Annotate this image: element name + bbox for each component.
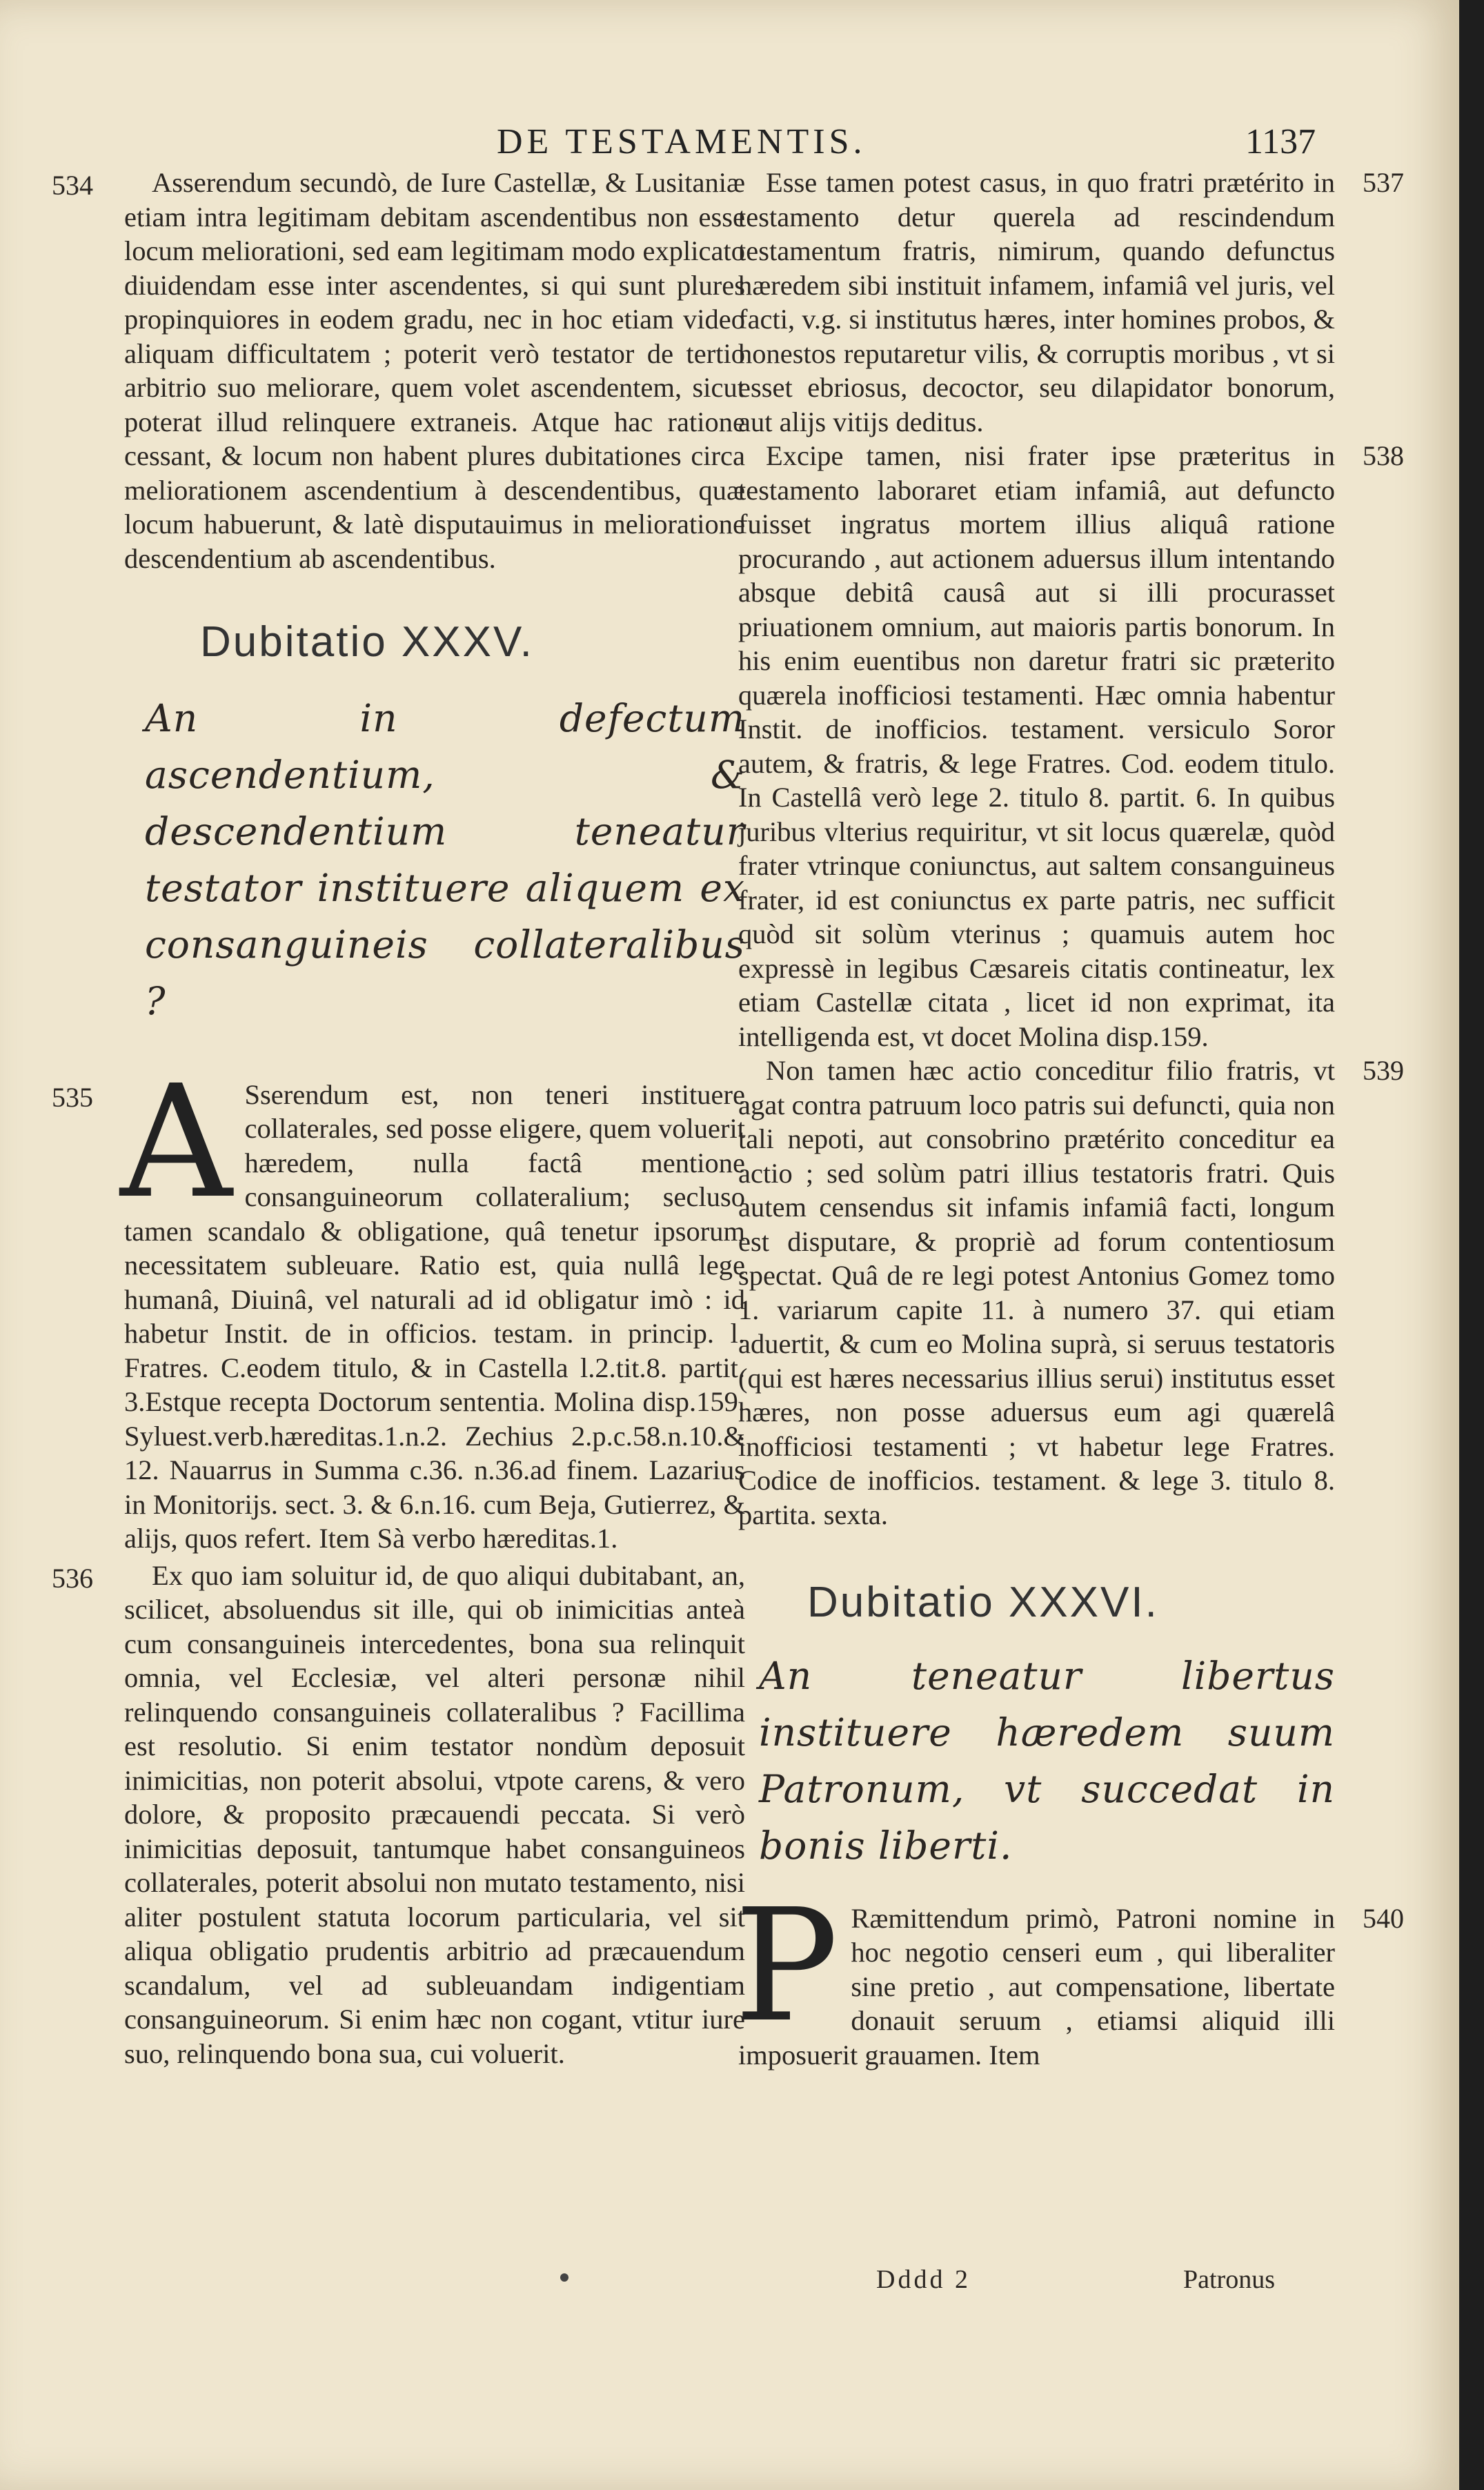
margin-number: 540 — [1363, 1902, 1404, 1934]
paragraph-538 — [738, 439, 1404, 1054]
margin-number: 536 — [52, 1562, 93, 1594]
margin-number: 538 — [1363, 440, 1404, 471]
paragraph-text: Ex quo iam soluitur id, de quo aliqui dubitabant, an, scilicet, absoluendus sit ille, qui ob inimicitias anteà cum consanguineis intercedentes, bona sua relinquit omnia, vel Ecclesiæ, vel alteri personæ nihil relinquendo consanguineis collateralibus ? Facillima est resolutio. Si enim testator nondùm deposuit inimicitias, non poterit absolui, vtpote carens, & vero dolore, & proposito præcauendi peccata. Si verò inimicitias deposuit, tantumque habet consanguineos collaterales, poterit absolui non mutato testamento, nisi aliter postulent statuta locorum particularia, vel sit aliqua obligatio prudentis arbitrio ad præcauendum scandalum, vel ad subleuandam indigentiam consanguineorum. Si enim hæc non cogant, vtitur iure suo, relinquendo bona sua, cui voluerit. — [124, 1559, 745, 2069]
paragraph-540 — [734, 1875, 1404, 2073]
paragraph-text: Excipe tamen, nisi frater ipse præteritus in testamento laboraret etiam infamiâ, aut defuncto fuisset ingratus mortem illius aliquâ ratione procurando , aut actionem aduersus illum intentando absque debitâ causâ aut si illi procurasset priuationem omnium, aut maioris partis bonorum. In his enim euentibus non daretur fratri sic præterito quærela inofficiosi testamenti. Hæc omnia habentur Instit. de inofficios. testament. versiculo Soror autem, & fratris, & lege Fratres. Cod. eodem titulo. In Castellâ verò lege 2. titulo 8. partit. 6. In quibus juribus vlterius requiritur, vt sit locus quærelæ, quòd frater vtrinque coniunctus, aut saltem consanguineus frater, id est coniunctus ex parte patris, nec sufficit quòd sit solùm vterinus ; quamuis autem hoc expressè in legibus Cæsareis citatis contineatur, lex etiam Castellæ citata , licet id non exprimat, ita intelligenda est, vt docet Molina disp.159. — [738, 440, 1335, 1052]
page-edge-shadow — [1459, 0, 1484, 2490]
paragraph-536 — [52, 1559, 745, 2071]
section-heading: Dubitatio XXXVI. — [807, 1579, 1159, 1626]
section-heading: Dubitatio XXXV. — [200, 618, 534, 666]
drop-cap: P — [734, 1875, 839, 2057]
paragraph-text: Asserendum secundò, de Iure Castellæ, & Lusitaniæ etiam intra legitimam debitam ascendentibus non esse locum meliorationi, sed eam legitimam modo explicato diuidendam esse inter ascendentes, si qui sunt plures propinquiores in eodem gradu, nec in hoc etiam video aliquam difficultatem ; poterit verò testator de tertio arbitrio suo meliorare, quem volet ascendentem, sicut poterat illud relinquere extraneis. Atque hac ratione cessant, & locum non habent plures dubitationes circa meliorationem ascendentium à descendentibus, quæ locum habuerunt, & latè disputauimus in melioratione descendentium ab ascendentibus. — [124, 167, 745, 574]
right-column — [734, 166, 1404, 2072]
paragraph-text: Esse tamen potest casus, in quo fratri prætérito in testamento detur querela ad rescindendum testamentum fratris, nimirum, quando defunctus hæredem sibi instituit infamem, infamiâ vel juris, vel facti, v.g. si institutus hæres, inter homines probos, & honestos reputaretur vilis, & corruptis moribus , vt si esset ebriosus, decoctor, seu dilapidator bonorum, aut alijs vitijs deditus. — [738, 167, 1335, 437]
signature-mark: Dddd 2 — [876, 2265, 971, 2294]
section-question: An teneatur libertus instituere hæredem suum Patronum, vt succedat in bonis liberti. — [759, 1653, 1335, 1868]
margin-number: 534 — [52, 170, 93, 201]
paragraph-text: Non tamen hæc actio conceditur filio fratris, vt agat contra patruum loco patris sui defuncti, quia non tali nepoti, aut consobrino prætérito conceditur ea actio ; sed solùm patri illius testatoris fratri. Quis autem censendus sit infamis infamiâ facti, longum est disputare, & propriè ad forum contentiosum spectat. Quâ de re legi potest Antonius Gomez tomo 1. variarum capite 11. à numero 37. qui etiam aduertit, & cum eo Molina suprà, si seruus testatoris (qui est hæres necessarius illius serui) institutus esset hæres, non posse aduersus eum agi quærelâ inofficiosi testamenti ; vt habetur lege Fratres. Codice de inofficios. testament. & lege 3. titulo 8. partita. sexta. — [738, 1055, 1335, 1530]
drop-cap: A — [120, 1051, 233, 1233]
ornament-dot — [560, 2273, 568, 2282]
running-title: DE TESTAMENTIS. — [497, 122, 867, 161]
paragraph-text: Sserendum est, non teneri instituere collaterales, sed posse eligere, quem voluerit hæredem, nulla factâ mentione consanguineorum collateralium; secluso tamen scandalo & obligatione, quâ tenetur ipsorum necessitatem subleuare. Ratio est, quia nullâ lege humanâ, Diuinâ, vel naturali ad id obligatur imò : id habetur Instit. de in officios. testam. in princip. l. Fratres. C.eodem titulo, & in Castella l.2.tit.8. partit. 3.Estque recepta Doctorum sententia. Molina disp.159. Syluest.verb.hæreditas.1.n.2. Zechius 2.p.c.58.n.10.& 12. Nauarrus in Summa c.36. n.36.ad finem. Lazarius in Monitorijs. sect. 3. & 6.n.16. cum Beja, Gutierrez, & alijs, quos refert. Item Sà verbo hæreditas.1. — [124, 1078, 745, 1554]
paragraph-539 — [738, 1054, 1404, 1532]
paragraph-text: Ræmittendum primò, Patroni nomine in hoc negotio censeri eum , qui liberaliter sine pretio , aut compensatione, libertate donauit seruum , etiamsi aliquid illi imposuerit grauamen. Item — [738, 1902, 1335, 2071]
margin-number: 535 — [52, 1081, 93, 1113]
page-number: 1137 — [1245, 122, 1316, 161]
paragraph-534 — [52, 166, 745, 575]
margin-number: 537 — [1363, 167, 1404, 198]
catchword: Patronus — [1183, 2265, 1275, 2294]
section-question: An in defectum ascendentium, & descendentium teneatur testator instituere aliquem ex consanguineis collateralibus ? — [145, 695, 745, 1023]
left-column — [52, 166, 745, 2071]
paragraph-535 — [52, 1051, 745, 1556]
paragraph-537 — [738, 166, 1404, 439]
margin-number: 539 — [1363, 1055, 1404, 1086]
